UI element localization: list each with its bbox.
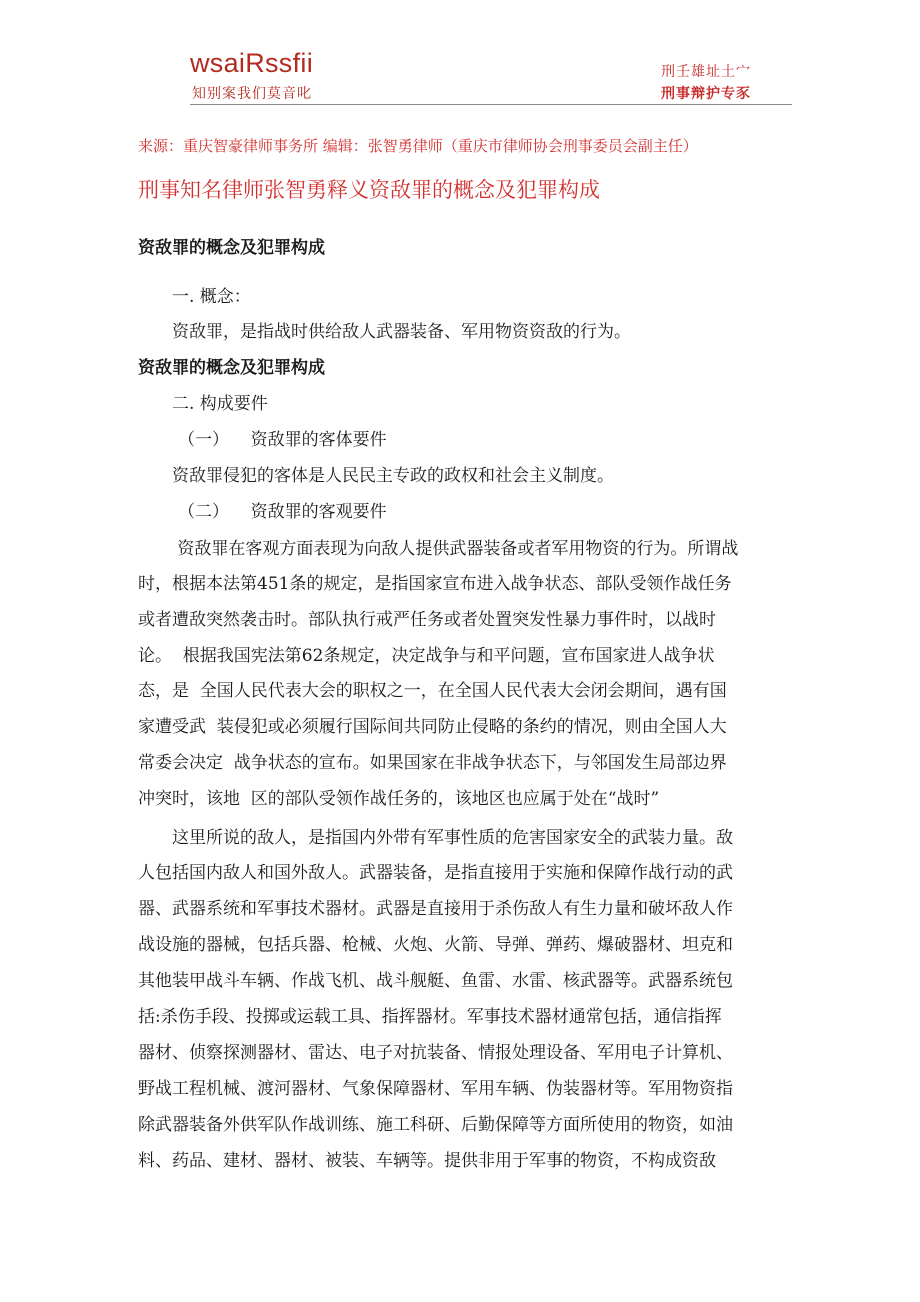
header-right-line2: 刑事辩护专豕 xyxy=(661,86,751,102)
paragraph-line: 战设施的器械，包括兵器、枪械、火炮、火箭、导弹、弹药、爆破器材、坦克和 xyxy=(138,935,733,955)
paragraph-line: 态，是 全国人民代表大会的职权之一，在全国人民代表大会闭会期间，遇有国 xyxy=(138,681,727,701)
page-title: 刑事知名律师张智勇释义资敌罪的概念及犯罪构成 xyxy=(138,178,600,202)
paragraph-line: 常委会决定 战争状态的宣布。如果国家在非战争状态下，与邻国发生局部边界 xyxy=(138,753,727,773)
paragraph-line: 料、药品、建材、器材、被装、车辆等。提供非用于军事的物资，不构成资敌 xyxy=(138,1151,716,1171)
paragraph-line: 器、武器系统和军事技术器材。武器是直接用于杀伤敌人有生力量和破坏敌人作 xyxy=(138,899,733,919)
source-line: 来源：重庆智豪律师事务所 编辑：张智勇律师（重庆市律师协会刑事委员会副主任） xyxy=(138,137,698,155)
concept-text: 资敌罪，是指战时供给敌人武器装备、军用物资资敌的行为。 xyxy=(172,322,631,342)
header-right-line1: 刑壬雄址土宀 xyxy=(661,64,751,80)
paragraph-line: 人包括国内敌人和国外敌人。武器装备，是指直接用于实施和保障作战行动的武 xyxy=(138,863,733,883)
paragraph-line: 家遭受武 装侵犯或必须履行国际间共同防止侵略的条约的情况，则由全国人大 xyxy=(138,717,727,737)
paragraph-line: 野战工程机械、渡河器材、气象保障器材、军用车辆、伪装器材等。军用物资指 xyxy=(138,1079,733,1099)
paragraph-line: 其他装甲战斗车辆、作战飞机、战斗舰艇、鱼雷、水雷、核武器等。武器系统包 xyxy=(138,971,733,991)
paragraph-line: 资敌罪在客观方面表现为向敌人提供武器装备或者军用物资的行为。所谓战 xyxy=(172,539,739,559)
section-heading: 资敌罪的概念及犯罪构成 xyxy=(138,238,325,258)
paragraph-line: 或者遭敌突然袭击时。部队执行戒严任务或者处置突发性暴力事件时，以战时 xyxy=(138,610,716,630)
section-heading: 资敌罪的概念及犯罪构成 xyxy=(138,358,325,378)
elements-label: 二. 构成要件 xyxy=(172,394,268,414)
header-divider xyxy=(190,104,792,105)
concept-label: 一. 概念： xyxy=(172,287,251,307)
logo-title: wsaiRssfii xyxy=(190,48,314,78)
paragraph-line: 论。 根据我国宪法第62条规定，决定战争与和平问题，宣布国家进人战争状 xyxy=(138,646,715,666)
object-label: （一） 资敌罪的客体要件 xyxy=(178,430,387,450)
object-text: 资敌罪侵犯的客体是人民民主专政的政权和社会主义制度。 xyxy=(172,466,614,486)
paragraph-line: 除武器装备外供军队作战训练、施工科研、后勤保障等方面所使用的物资，如油 xyxy=(138,1115,733,1135)
paragraph-line: 这里所说的敌人，是指国内外带有军事性质的危害国家安全的武装力量。敌 xyxy=(172,828,733,848)
paragraph-line: 括:杀伤手段、投掷或运载工具、指挥器材。军事技术器材通常包括，通信指挥 xyxy=(138,1007,722,1027)
paragraph-line: 冲突时，该地 区的部队受领作战任务的，该地区也应属于处在“战时” xyxy=(138,789,660,809)
logo-subtitle: 知别案我们莫音叱 xyxy=(192,86,312,102)
paragraph-line: 器材、侦察探测器材、雷达、电子对抗装备、情报处理设备、军用电子计算机、 xyxy=(138,1043,733,1063)
paragraph-line: 时，根据本法第451条的规定，是指国家宣布进入战争状态、部队受领作战任务 xyxy=(138,574,732,594)
objective-label: （二） 资敌罪的客观要件 xyxy=(178,502,387,522)
